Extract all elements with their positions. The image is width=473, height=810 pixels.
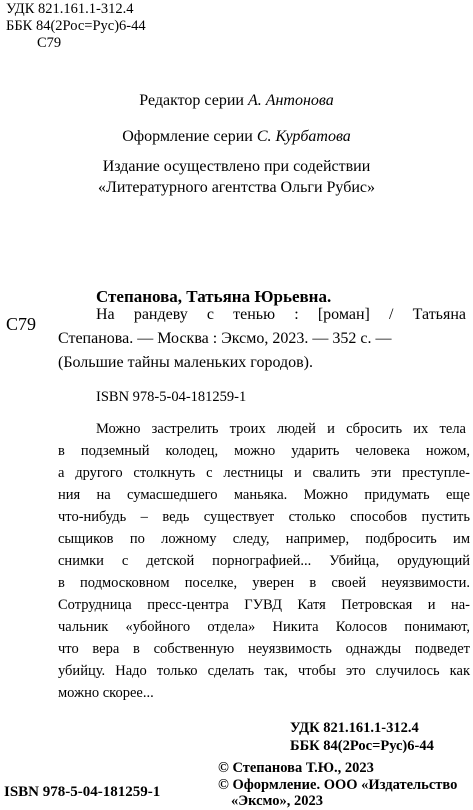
series-design-label: Оформление серии xyxy=(122,128,253,145)
annotation-line: убийцу. Надо только сделать так, чтобы это случилось как xyxy=(58,663,470,679)
copyright-design-line1: © Оформление. ООО «Издательство xyxy=(218,777,458,793)
publication-note-line2: «Литературного агентства Ольги Рубис» xyxy=(98,179,375,196)
bib-description-line1: На рандеву с тенью : [роман] / Татьяна xyxy=(96,306,466,323)
series-design-line xyxy=(0,128,473,146)
udk-code-top: УДК 821.161.1-312.4 xyxy=(6,1,134,17)
annotation-line: чальник «убойного отдела» Никита Колосов понимают, xyxy=(58,619,470,635)
copyright-design-line2: «Эксмо», 2023 xyxy=(231,793,323,809)
annotation-line: снимки с детской порнографией... Убийца, орудующий xyxy=(58,553,470,569)
annotation-line: что вера в собственную неуязвимость однажды подведет xyxy=(58,641,470,657)
series-editor-line xyxy=(0,92,473,110)
bbk-code-top: ББК 84(2Рос=Рус)6-44 xyxy=(6,18,146,34)
annotation-line: сыщиков по ложному следу, например, подбросить им xyxy=(58,531,470,547)
annotation-line: в подмосковном поселке, уверен в своей неуязвимости. xyxy=(58,575,470,591)
series-editor-label: Редактор серии xyxy=(139,92,244,109)
annotation-line: Сотрудница пресс-центра ГУВД Катя Петровская и на- xyxy=(58,597,470,613)
isbn-bottom: ISBN 978-5-04-181259-1 xyxy=(4,784,161,800)
bib-description-line2: Степанова. — Москва : Эксмо, 2023. — 352 с. — xyxy=(58,330,392,347)
publication-note-line1: Издание осуществлено при содействии xyxy=(102,158,371,175)
author-mark-side: С79 xyxy=(6,314,37,334)
series-editor-name: А. Антонова xyxy=(247,92,334,109)
copyright-author: © Степанова Т.Ю., 2023 xyxy=(218,760,374,776)
author-mark-top: С79 xyxy=(37,35,62,51)
udk-code-bottom: УДК 821.161.1-312.4 xyxy=(290,720,419,736)
annotation-line: в подземный колодец, можно ударить человека ножом, xyxy=(58,443,470,459)
annotation-line: а другого столкнуть с лестницы и свалить эти преступле- xyxy=(58,465,470,481)
annotation-line: Можно застрелить троих людей и сбросить их тела xyxy=(96,421,466,437)
series-design-name: С. Курбатова xyxy=(256,128,351,145)
annotation-line: можно скорее... xyxy=(58,685,154,701)
bib-description-line3: (Большие тайны маленьких городов). xyxy=(58,354,313,371)
bbk-code-bottom: ББК 84(2Рос=Рус)6-44 xyxy=(290,738,434,754)
annotation-line: что-нибудь – ведь существует столько способов пустить xyxy=(58,509,470,525)
book-author: Степанова, Татьяна Юрьевна. xyxy=(96,287,332,306)
annotation-line: ния на сумасшедшего маньяка. Можно придумать еще xyxy=(58,487,470,503)
isbn-record: ISBN 978-5-04-181259-1 xyxy=(96,389,247,405)
